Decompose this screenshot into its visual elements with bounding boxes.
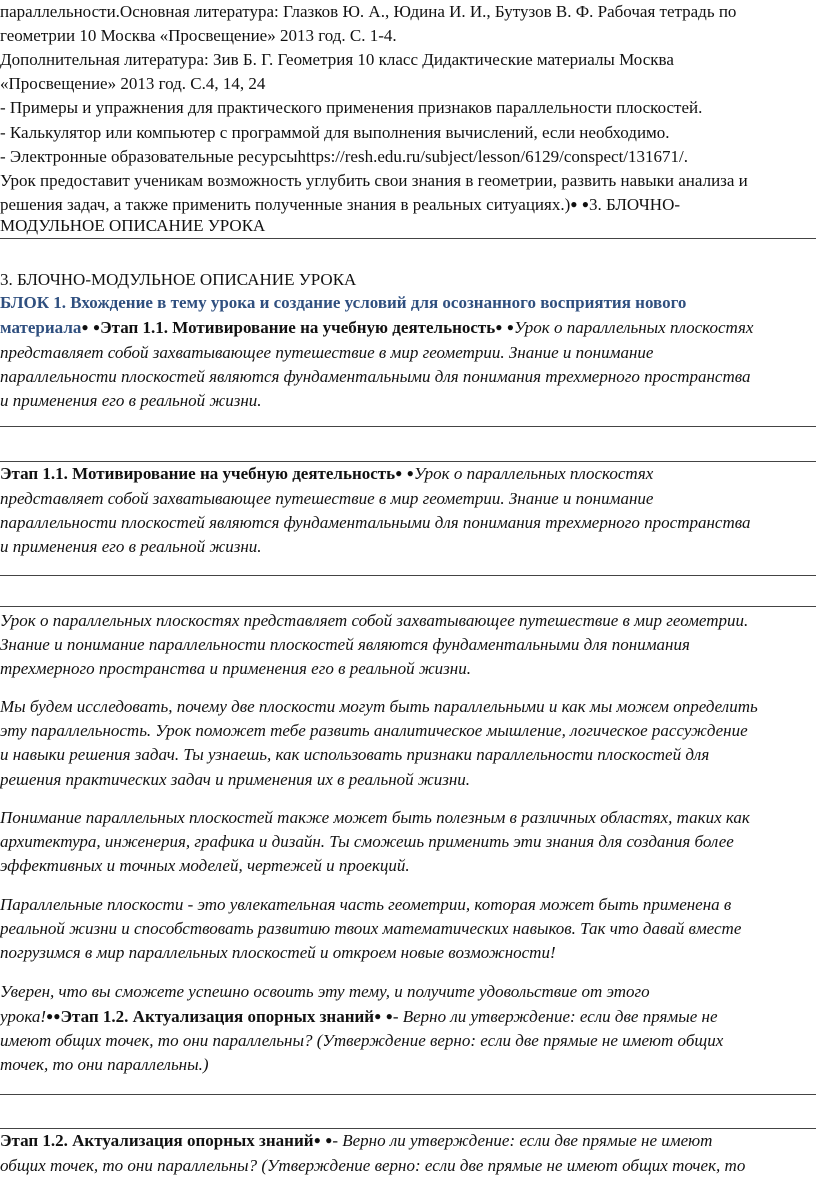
text-segment: Урок о параллельных плоскостях xyxy=(514,318,754,337)
divider xyxy=(0,238,816,239)
text-line xyxy=(0,1005,718,1030)
divider xyxy=(0,606,816,607)
block-title-cont: материала xyxy=(0,318,82,337)
bullet-icon: ● xyxy=(495,320,503,334)
bullet-icon: ● xyxy=(395,466,403,480)
bullet-icon: ● xyxy=(92,320,101,334)
text-line: погрузимся в мир параллельных плоскостей и откроем новые возможности! xyxy=(0,943,556,962)
text-line xyxy=(0,316,753,341)
text-line: - Электронные образовательные ресурсыhttps://resh.edu.ru/subject/lesson/6129/conspect/131671/. xyxy=(0,147,689,166)
stage-title: Этап 1.1. Мотивирование на учебную деятельность xyxy=(100,318,496,337)
text-line: и навыки решения задач. Ты узнаешь, как использовать признаки параллельности плоскостей для xyxy=(0,745,710,764)
text-line: имеют общих точек, то они параллельны? (Утверждение верно: если две прямые не имеют общих xyxy=(0,1031,724,1050)
divider xyxy=(0,426,816,427)
text-line: и применения его в реальной жизни. xyxy=(0,537,262,556)
text-segment: - Верно ли утверждение: если две прямые не xyxy=(392,1007,718,1026)
text-line: общих точек, то они параллельны? (Утверждение верно: если две прямые не имеют общих точек, то xyxy=(0,1156,746,1175)
text-line: параллельности плоскостей являются фундаментальными для понимания трехмерного пространства xyxy=(0,513,751,532)
text-line: Мы будем исследовать, почему две плоскости могут быть параллельными и как мы можем определить xyxy=(0,697,758,716)
text-line: эффективных и точных моделей, чертежей и проекций. xyxy=(0,856,410,875)
block-title: БЛОК 1. Вхождение в тему урока и создание условий для осознанного восприятия нового xyxy=(0,293,687,312)
text-segment: 3. БЛОЧНО- xyxy=(589,195,681,214)
text-line: Урок о параллельных плоскостях представляет собой захватывающее путешествие в мир геометрии. xyxy=(0,611,749,630)
text-line: Параллельные плоскости - это увлекательная часть геометрии, которая может быть применена в xyxy=(0,895,732,914)
bullet-icon: ● xyxy=(406,466,414,480)
stage-title: Этап 1.1. Мотивирование на учебную деятельность xyxy=(0,464,396,483)
stage-title: Этап 1.2. Актуализация опорных знаний xyxy=(0,1131,314,1150)
text-line: представляет собой захватывающее путешествие в мир геометрии. Знание и понимание xyxy=(0,489,654,508)
text-line: реальной жизни и способствовать развитию твоих математических навыков. Так что давай вместе xyxy=(0,919,742,938)
text-line: решения практических задач и применения их в реальной жизни. xyxy=(0,770,471,789)
text-line: точек, то они параллельны.) xyxy=(0,1055,209,1074)
text-segment: урока! xyxy=(0,1007,47,1026)
bullet-icon: ● xyxy=(46,1009,54,1023)
text-line: Урок предоставит ученикам возможность углубить свои знания в геометрии, развить навыки анализа и xyxy=(0,171,748,190)
bullet-icon: ● xyxy=(313,1133,321,1147)
text-line: трехмерного пространства и применения его в реальной жизни. xyxy=(0,659,471,678)
text-line: параллельности плоскостей являются фундаментальными для понимания трехмерного пространства xyxy=(0,367,751,386)
text-segment: Урок о параллельных плоскостях xyxy=(413,464,654,483)
text-line: параллельности.Основная литература: Глазков Ю. А., Юдина И. И., Бутузов В. Ф. Рабочая тетрадь по xyxy=(0,2,737,21)
divider xyxy=(0,575,816,576)
text-line: «Просвещение» 2013 год. С.4, 14, 24 xyxy=(0,74,266,93)
text-line: архитектура, инженерия, графика и дизайн. Ты сможешь применить эти знания для создания более xyxy=(0,832,734,851)
text-line: - Примеры и упражнения для практического применения признаков параллельности плоскостей. xyxy=(0,98,703,117)
bullet-icon: ● xyxy=(570,197,578,211)
text-segment: - Верно ли утверждение: если две прямые не имеют xyxy=(332,1131,713,1150)
text-line: Понимание параллельных плоскостей также может быть полезным в различных областях, таких как xyxy=(0,808,750,827)
text-line: Дополнительная литература: Зив Б. Г. Геометрия 10 класс Дидактические материалы Москва xyxy=(0,50,674,69)
section-heading: 3. БЛОЧНО-МОДУЛЬНОЕ ОПИСАНИЕ УРОКА xyxy=(0,270,357,289)
text-line: представляет собой захватывающее путешествие в мир геометрии. Знание и понимание xyxy=(0,343,654,362)
bullet-icon: ● xyxy=(53,1009,61,1023)
bullet-icon: ● xyxy=(325,1133,333,1147)
text-line: геометрии 10 Москва «Просвещение» 2013 год. С. 1-4. xyxy=(0,26,397,45)
text-line: эту параллельность. Урок поможет тебе развить аналитическое мышление, логическое рассуждение xyxy=(0,721,748,740)
bullet-icon: ● xyxy=(506,320,514,334)
divider xyxy=(0,1094,816,1095)
text-line: и применения его в реальной жизни. xyxy=(0,391,262,410)
text-line: - Калькулятор или компьютер с программой для выполнения вычислений, если необходимо. xyxy=(0,123,670,142)
bullet-icon: ● xyxy=(581,197,590,211)
text-line: Уверен, что вы сможете успешно освоить эту тему, и получите удовольствие от этого xyxy=(0,982,650,1001)
stage-title: Этап 1.2. Актуализация опорных знаний xyxy=(60,1007,375,1026)
bullet-icon: ● xyxy=(374,1009,382,1023)
text-line: МОДУЛЬНОЕ ОПИСАНИЕ УРОКА xyxy=(0,216,266,235)
bullet-icon: ● xyxy=(385,1009,393,1023)
bullet-icon: ● xyxy=(81,320,89,334)
text-line: Знание и понимание параллельности плоскостей являются фундаментальными для понимания xyxy=(0,635,690,654)
text-segment: решения задач, а также применить полученные знания в реальных ситуациях.) xyxy=(0,195,571,214)
text-line xyxy=(0,1129,712,1154)
text-line xyxy=(0,462,653,487)
